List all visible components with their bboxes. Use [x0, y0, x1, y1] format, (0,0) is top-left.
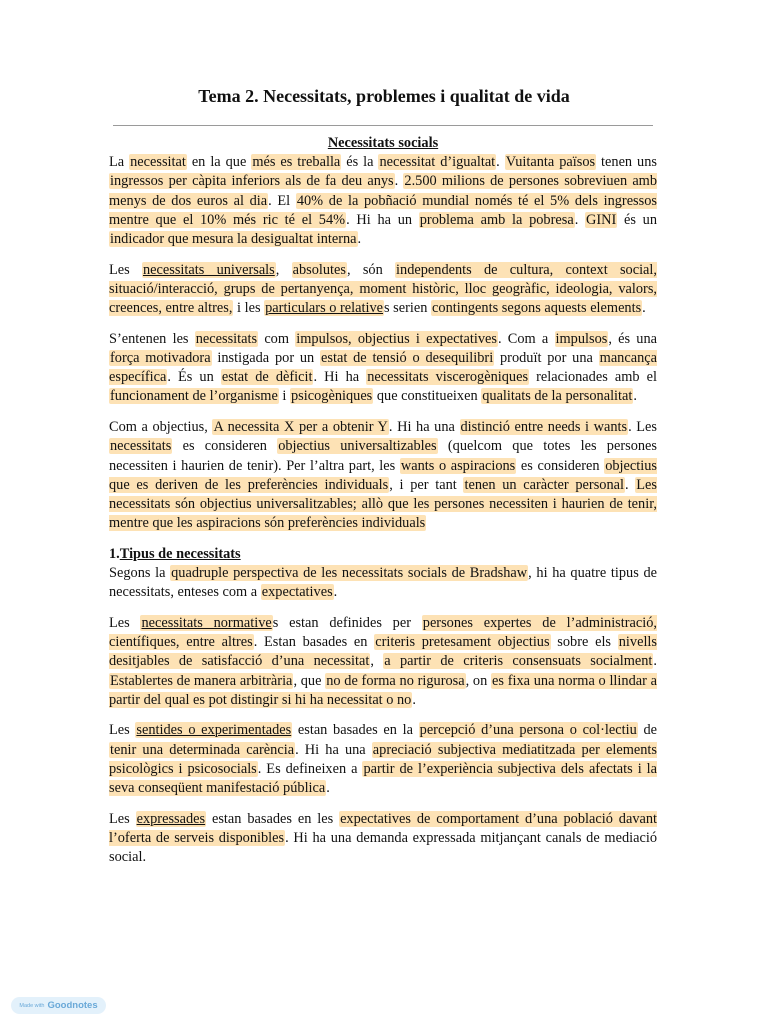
highlighted-text: partir de l’experiència subjectiva dels afectats i la seva conseqüent manifestació pública	[109, 760, 657, 797]
underlined-highlighted-text: sentides o experimentades	[136, 722, 292, 739]
highlighted-text: impulsos, objectius i expectatives	[296, 330, 497, 347]
paragraph-normative-needs	[109, 614, 657, 710]
highlighted-text: estat de tensió o desequilibri	[321, 350, 494, 367]
highlighted-text: persones expertes de l’administració, científiques, entre altres	[109, 614, 657, 651]
body-text: .	[642, 300, 646, 317]
body-text: ,	[370, 653, 384, 670]
body-text: Les	[109, 722, 136, 739]
highlighted-text: necessitat	[130, 154, 186, 171]
highlighted-text: absolutes	[292, 261, 346, 278]
body-text: , que	[293, 672, 326, 689]
body-text: . Hi ha una demanda expressada mitjançant canals de mediació social.	[109, 830, 657, 866]
paragraph-inequality	[109, 153, 657, 249]
body-text: en la que	[186, 154, 252, 171]
badge-brand: Goodnotes	[47, 1000, 98, 1011]
body-text: produït por una	[494, 350, 599, 367]
document-body	[109, 134, 657, 879]
highlighted-text: percepció d’una persona o col·lectiu	[419, 722, 637, 739]
highlighted-text: no de forma no rigurosa	[326, 672, 465, 689]
body-text: s estan definides per	[272, 614, 422, 631]
body-text: . Les	[628, 419, 657, 436]
highlighted-text: Vuitanta països	[505, 154, 596, 171]
highlighted-text: distinció entre needs i wants	[460, 419, 628, 436]
goodnotes-badge	[11, 997, 106, 1014]
highlighted-text: força motivadora	[110, 350, 211, 367]
highlighted-text: expectatives	[261, 584, 333, 601]
body-text: que constitueixen	[373, 388, 482, 405]
body-text: (quelcom que totes les persones necessiten i haurien de tenir). Per l’altra part, les	[109, 438, 657, 474]
body-text: tenen uns	[596, 154, 657, 171]
body-text: és la	[341, 154, 379, 171]
paragraph-expressed-needs	[109, 810, 657, 868]
highlighted-text: necessitats	[110, 438, 172, 455]
highlighted-text: wants o aspiracions	[400, 457, 516, 474]
highlighted-text: 2.500 milions de persones sobreviuen amb menys de dos euros al dia	[109, 173, 658, 209]
body-text: i les	[233, 300, 265, 317]
body-text: com	[258, 330, 296, 347]
highlighted-text: es fixa una norma o llindar a partir del qual es pot distingir si hi ha necessitat o no	[109, 672, 657, 708]
body-text: . Hi ha un	[346, 211, 419, 228]
highlighted-text: 40% de la pobñació mundial només té el 5% dels ingressos mentre que el 10% més ric té el 54%	[109, 192, 657, 228]
body-text: . Com a	[497, 330, 555, 347]
highlighted-text: mancança específica	[109, 350, 657, 386]
body-text: estan basades en les	[206, 810, 340, 827]
highlighted-text: A necessita X per a obtenir Y	[213, 419, 388, 436]
highlighted-text: més es treballa	[252, 154, 341, 171]
body-text: .	[326, 780, 330, 797]
page-title: Tema 2. Necessitats, problemes i qualitat de vida	[198, 86, 570, 106]
body-text: , és una	[608, 330, 658, 347]
highlighted-text: nivells desitjables de satisfacció d’una necessitat	[109, 634, 657, 670]
paragraph-needs-as-impulses	[109, 330, 657, 407]
highlighted-text: estat de dèficit	[221, 369, 313, 386]
highlighted-text: quadruple perspectiva de les necessitats socials de Bradshaw	[171, 565, 528, 582]
highlighted-text: GINI	[586, 211, 617, 228]
highlighted-text: psicogèniques	[291, 388, 373, 405]
body-text: .	[574, 211, 585, 228]
body-text: .	[496, 154, 505, 171]
highlighted-text: independents de cultura, context social, situació/interacció, grups de pertanyença, moment històric, lloc geogràfic, ideologia, valors, creences, entre altres,	[109, 261, 657, 317]
paragraph-universal-needs	[109, 261, 657, 319]
highlighted-text: necessitats viscerogèniques	[367, 369, 529, 386]
body-text: . Hi ha una	[295, 741, 372, 758]
body-text: , on	[465, 672, 492, 689]
body-text: relacionades amb el	[529, 369, 657, 386]
body-text: és un	[617, 211, 657, 228]
body-text: s serien	[384, 300, 432, 317]
body-text: .	[333, 584, 338, 601]
subsection-label: Tipus de necessitats	[119, 545, 241, 562]
body-text: estan basades en la	[292, 722, 419, 739]
highlighted-text: funcionament de l’organisme	[110, 388, 278, 405]
body-text: Les	[109, 810, 136, 827]
body-text: , i per tant	[389, 476, 464, 493]
body-text: .	[633, 388, 637, 405]
highlighted-text: objectius que es deriven de les preferències individuals	[109, 457, 657, 493]
body-text: Com a objectius,	[109, 419, 213, 436]
highlighted-text: qualitats de la personalitat	[482, 388, 633, 405]
highlighted-text: contingents segons aquests elements	[432, 300, 642, 317]
body-text: .	[394, 173, 404, 190]
body-text: Segons la	[109, 565, 171, 582]
highlighted-text: Establertes de manera arbitrària	[110, 672, 293, 689]
highlighted-text: tenir una determinada carència	[110, 741, 295, 758]
highlighted-text: a partir de criteris consensuats socialment	[384, 653, 653, 670]
highlighted-text: Les necessitats són objectius universalitzables; allò que les persones necessiten i haurien de tenir, mentre que les aspiracions són preferències individuals	[109, 476, 657, 532]
body-text: es consideren	[516, 457, 605, 474]
highlighted-text: expectatives de comportament d’una població davant l’oferta de serveis disponibles	[109, 810, 658, 846]
body-text: . És un	[167, 369, 221, 386]
paragraph-needs-as-objectives	[109, 418, 657, 533]
highlighted-text: necessitats	[195, 330, 258, 347]
body-text: .	[412, 691, 416, 708]
body-text: La	[109, 154, 130, 171]
highlighted-text: tenen un caràcter personal	[464, 476, 624, 493]
title-divider	[113, 125, 653, 126]
underlined-highlighted-text: particulars o relative	[265, 300, 384, 317]
highlighted-text: necessitat d’igualtat	[379, 154, 496, 171]
body-text: .	[624, 476, 636, 493]
body-text: .	[357, 231, 362, 248]
body-text: . El	[268, 192, 296, 209]
highlighted-text: problema amb la pobresa	[419, 211, 574, 228]
underlined-highlighted-text: necessitats normative	[141, 614, 272, 631]
paragraph-felt-needs	[109, 721, 657, 798]
body-text: . Estan basades en	[253, 634, 375, 651]
body-text: sobre els	[550, 634, 618, 651]
paragraph-bradshaw	[109, 564, 657, 602]
body-text: es consideren	[172, 438, 278, 455]
body-text: de	[637, 722, 657, 739]
badge-made-with: Made with	[19, 1002, 45, 1009]
body-text: . Hi ha una	[388, 419, 460, 436]
body-text: Les	[109, 261, 142, 278]
highlighted-text: ingressos per càpita inferiors als de fa deu anys	[110, 173, 394, 190]
body-text: , hi ha quatre tipus de necessitats, enteses com a	[109, 565, 658, 601]
body-text: , són	[347, 261, 396, 278]
body-text: Les	[109, 614, 141, 631]
body-text: .	[653, 653, 657, 670]
subsection-title	[109, 545, 657, 564]
highlighted-text: impulsos	[555, 330, 608, 347]
body-text: instigada por un	[211, 350, 321, 367]
body-text: . Es defineixen a	[257, 760, 363, 777]
subsection-number: 1.	[109, 545, 120, 562]
section-title: Necessitats socials	[327, 135, 439, 151]
highlighted-text: indicador que mesura la desigualtat interna	[110, 231, 357, 248]
body-text: S’entenen les	[109, 330, 195, 347]
underlined-highlighted-text: expressades	[136, 810, 206, 827]
body-text: . Hi ha	[313, 369, 367, 386]
body-text: i	[278, 388, 290, 405]
highlighted-text: apreciació subjectiva mediatitzada per elements psicològics i psicosocials	[109, 741, 657, 777]
highlighted-text: objectius universaltizables	[278, 438, 437, 455]
body-text: ,	[275, 261, 292, 278]
underlined-highlighted-text: necessitats universals	[142, 261, 275, 278]
highlighted-text: criteris pretesament objectius	[375, 634, 550, 651]
